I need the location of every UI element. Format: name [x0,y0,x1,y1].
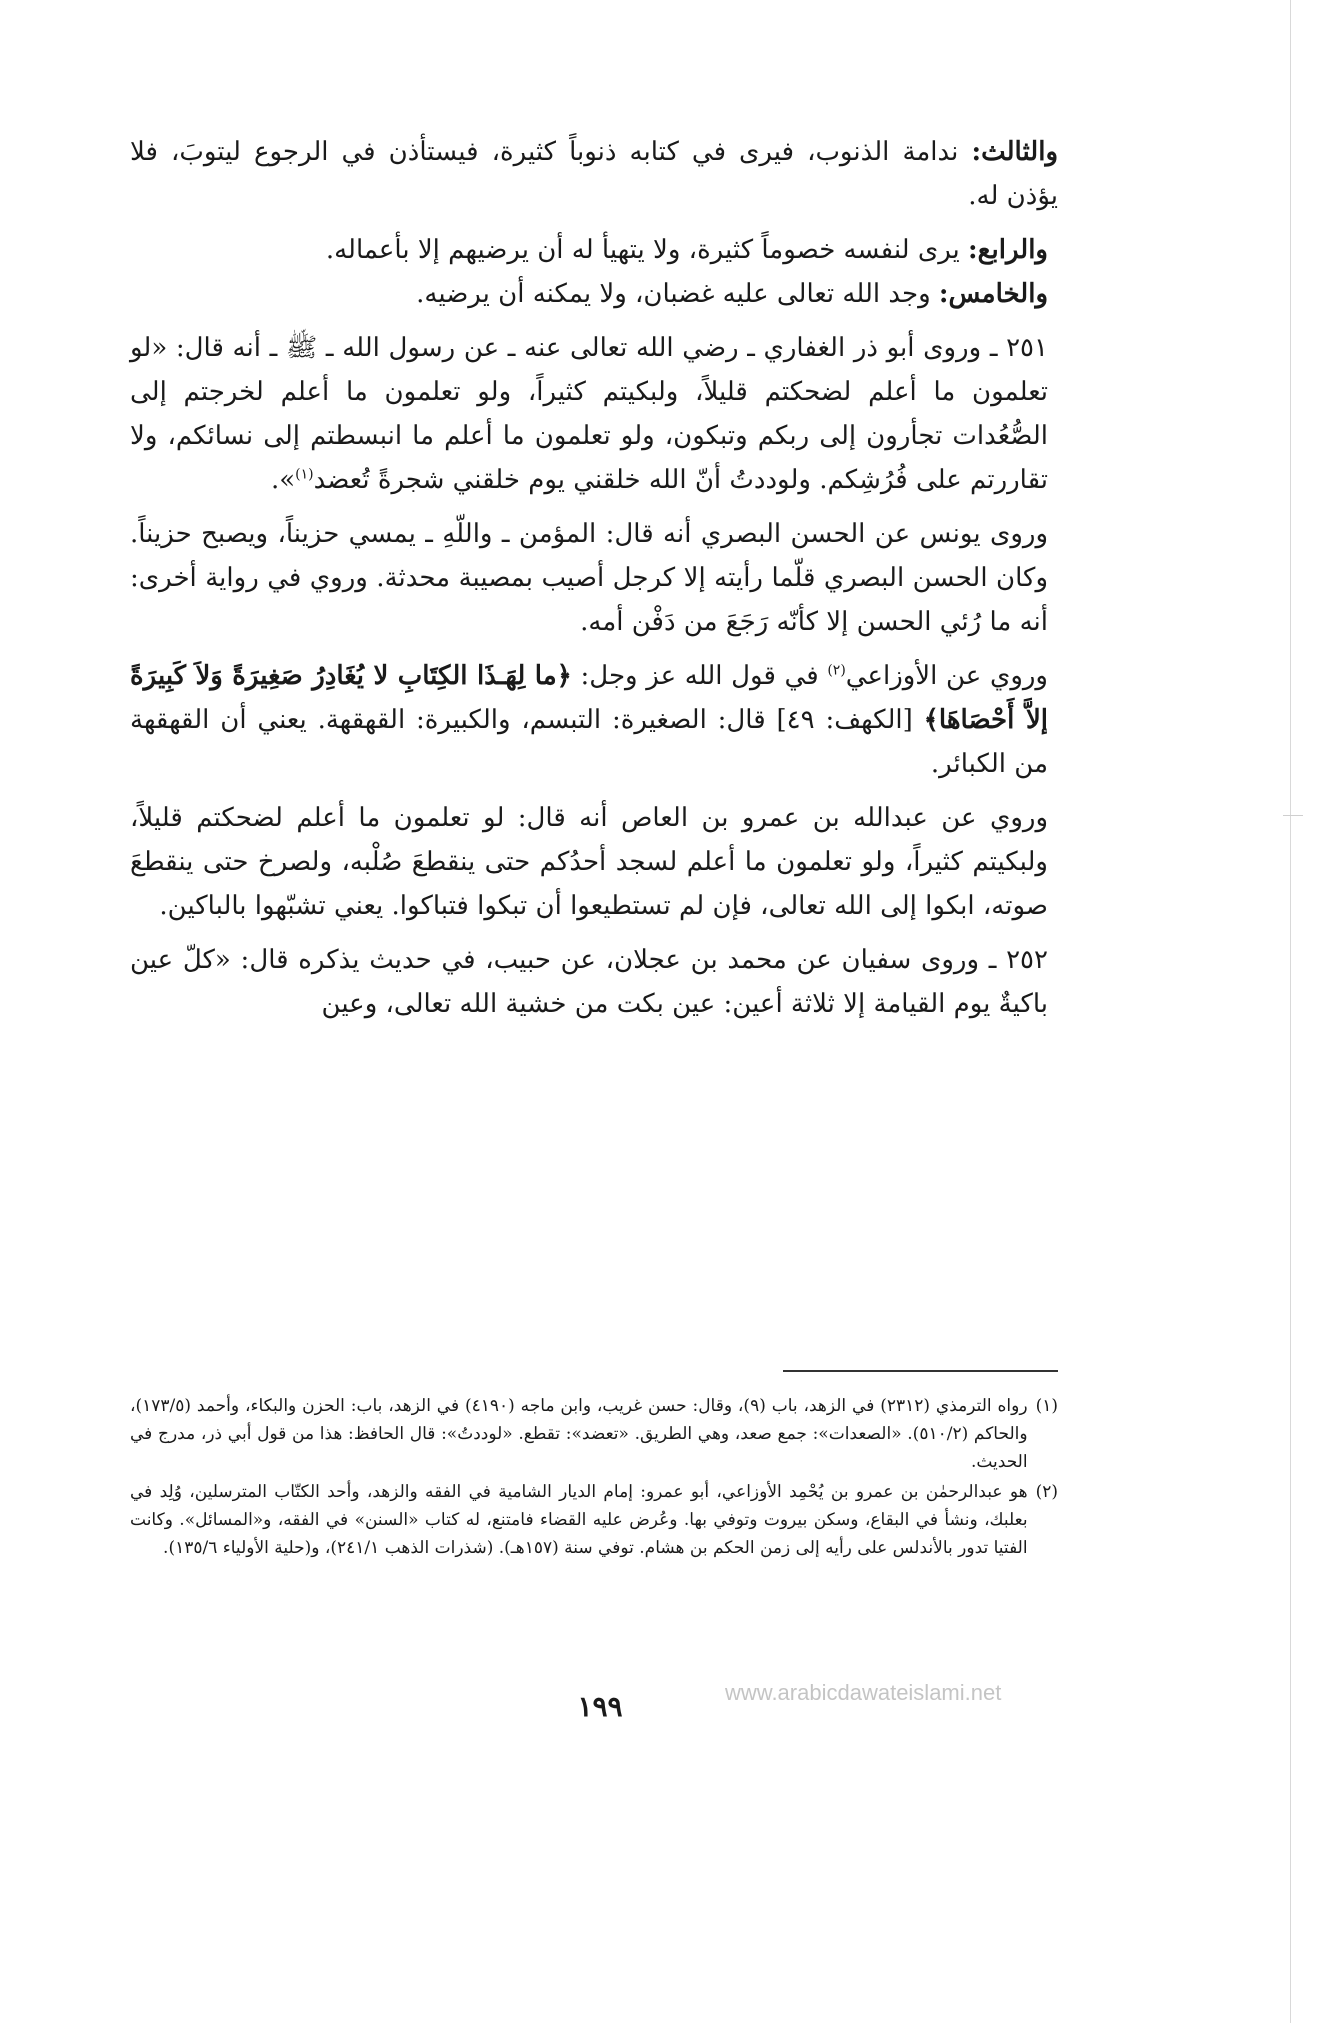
watermark: www.arabicdawateislami.net [725,1680,1002,1705]
page-number: ١٩٩ [577,1690,623,1723]
footnotes [130,1392,1058,1564]
text-fifth: وجد الله تعالى عليه غضبان، ولا يمكنه أن يرضيه. [416,279,931,309]
margin-tick [1283,815,1303,816]
footnote-ref-2: (٢) [827,662,846,679]
paragraph-third [130,130,1058,218]
label-third: والثالث: [971,137,1059,167]
text-awzai-a: وروي عن الأوزاعي [845,661,1048,691]
footnote-number: (١) [1035,1396,1058,1416]
text-ibn-amr: وروي عن عبدالله بن عمرو بن العاص أنه قال: لو تعلمون ما أعلم لضحكتم قليلاً، ولبكيتم كثيراً، ولو تعلمون ما أعلم لسجد أحدُكم حتى ينقطعَ صُلْبه، ولصرخ حتى ينقطعَ صوته، ابكوا إلى الله تعالى، فإن لم تستطيعوا أن تبكوا فتباكوا. يعني تشبّهوا بالباكين. [130,803,1048,921]
paragraph-hadith-251 [130,326,1058,502]
footnote-1 [130,1392,1058,1476]
label-fifth: والخامس: [938,279,1048,309]
footnote-2 [130,1478,1058,1562]
label-fourth: والرابع: [968,235,1048,265]
text-awzai-c: [الكهف: ٤٩] قال: الصغيرة: التبسم، والكبيرة: القهقهة. يعني أن القهقهة من الكبائر. [130,705,1048,779]
footnote-text: هو عبدالرحمٰن بن عمرو بن يُحْمِد الأوزاعي، أبو عمرو: إمام الديار الشامية في الفقه والزهد، وأحد الكتّاب المترسلين، وُلِد في بعلبك، ونشأ في البقاع، وسكن بيروت وتوفي بها. وعُرض عليه القضاء فامتنع، له كتاب «السنن» في الفقه، و«المسائل». وكانت الفتيا تدور بالأندلس على رأيه إلى زمن الحكم بن هشام. توفي سنة (١٥٧هـ). (شذرات الذهب ٢٤١/١)، و(حلية الأولياء ١٣٥/٦). [130,1482,1028,1558]
text-third: ندامة الذنوب، فيرى في كتابه ذنوباً كثيرة، فيستأذن في الرجوع ليتوبَ، فلا يؤذن له. [130,137,1058,211]
text-awzai-b: في قول الله عز وجل: [571,661,828,691]
paragraph-fourth [130,228,1058,272]
paragraph-ibn-amr [130,796,1058,928]
footnote-text: رواه الترمذي (٢٣١٢) في الزهد، باب (٩)، وقال: حسن غريب، وابن ماجه (٤١٩٠) في الزهد، باب: الحزن والبكاء، وأحمد (١٧٣/٥)، والحاكم (٥١٠/٢). «الصعدات»: جمع صعد، وهي الطريق. «تعضد»: تقطع. «لوددتُ»: قال الحافظ: هذا من قول أبي ذر، مدرج في الحديث. [130,1396,1028,1472]
footnote-separator [783,1370,1058,1372]
quran-verse: ﴿ما لِهَـذَا الكِتَابِ لا يُغَادِرُ صَغِيرَةً وَلاَ كَبِيرَةً إلاَّ أَحْصَاهَا﴾ [130,661,1048,735]
paragraph-hadith-252 [130,938,1058,1026]
text-hadith-251-end: ». [270,465,296,495]
footnote-number: (٢) [1035,1482,1058,1502]
text-hadith-251: ٢٥١ ـ وروى أبو ذر الغفاري ـ رضي الله تعالى عنه ـ عن رسول الله ـ ﷺ ـ أنه قال: «لو تعلمون ما أعلم لضحكتم قليلاً، ولبكيتم كثيراً، ولو تعلمون ما أعلم لخرجتم إلى الصُّعُدات تجأرون إلى ربكم وتبكون، ولو تعلمون ما أعلم ما انبسطتم إلى نسائكم، ولا تقاررتم على فُرُشِكم. ولوددتُ أنّ الله خلقني يوم خلقني شجرةً تُعضد [130,333,1048,495]
paragraph-hasan [130,512,1058,644]
text-hasan: وروى يونس عن الحسن البصري أنه قال: المؤمن ـ واللّهِ ـ يمسي حزيناً، ويصبح حزيناً. وكان الحسن البصري قلّما رأيته إلا كرجل أصيب بمصيبة محدثة. وروي في رواية أخرى: أنه ما رُئي الحسن إلا كأنّه رَجَعَ من دَفْن أمه. [130,519,1048,637]
page-edge-line [1290,0,1291,2023]
main-text [130,130,1058,1026]
text-fourth: يرى لنفسه خصوماً كثيرة، ولا يتهيأ له أن يرضيهم إلا بأعماله. [325,235,960,265]
footnote-ref-1: (١) [295,466,314,483]
paragraph-fifth [130,272,1058,316]
text-hadith-252: ٢٥٢ ـ وروى سفيان عن محمد بن عجلان، عن حبيب، في حديث يذكره قال: «كلّ عين باكيةٌ يوم القيامة إلا ثلاثة أعين: عين بكت من خشية الله تعالى، وعين [130,945,1048,1019]
paragraph-awzai [130,654,1058,786]
